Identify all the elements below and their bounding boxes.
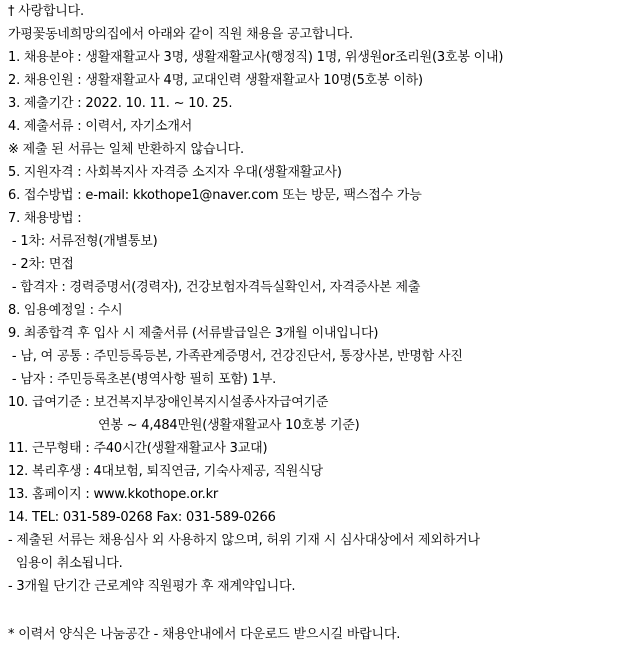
- item-12-benefits: 12. 복리후생 : 4대보험, 퇴직연금, 기숙사제공, 직원식당: [8, 464, 323, 479]
- note-false-statement: - 제출된 서류는 채용심사 외 사용하지 않으며, 허위 기재 시 심사대상에서 제외하거나: [8, 533, 480, 548]
- sub-male-documents: - 남자 : 주민등록초본(병역사항 필히 포함) 1부.: [8, 372, 277, 387]
- item-7-selection-method: 7. 채용방법 :: [8, 211, 82, 226]
- item-9-final-documents: 9. 최종합격 후 입사 시 제출서류 (서류발급일은 3개월 이내입니다): [8, 326, 379, 341]
- sub-successful-applicant: - 합격자 : 경력증명서(경력자), 건강보험자격득실확인서, 자격증사본 제출: [8, 280, 421, 295]
- item-11-work-type: 11. 근무형태 : 주40시간(생활재활교사 3교대): [8, 441, 268, 456]
- note-no-return: ※ 제출 된 서류는 일체 반환하지 않습니다.: [8, 142, 244, 157]
- note-false-statement-cont: 임용이 취소됩니다.: [8, 556, 123, 571]
- item-5-qualification: 5. 지원자격 : 사회복지사 자격증 소지자 우대(생활재활교사): [8, 165, 342, 180]
- greeting-line: † 사랑합니다.: [8, 4, 84, 19]
- item-3-submit-period: 3. 제출기간 : 2022. 10. 11. ~ 10. 25.: [8, 96, 233, 111]
- salary-annual: 연봉 ~ 4,484만원(생활재활교사 10호봉 기준): [98, 418, 360, 433]
- item-1-recruit-field: 1. 채용분야 : 생활재활교사 3명, 생활재활교사(행정직) 1명, 위생원or조리원(3호봉 이내): [8, 50, 504, 65]
- item-6-application-method: 6. 접수방법 : e-mail: kkothope1@naver.com 또는 방문, 팩스접수 가능: [8, 188, 422, 203]
- item-10-salary-standard: 10. 급여기준 : 보건복지부장애인복지시설종사자급여기준: [8, 395, 329, 410]
- sub-first-round: - 1차: 서류전형(개별통보): [8, 234, 158, 249]
- item-4-submit-documents: 4. 제출서류 : 이력서, 자기소개서: [8, 119, 193, 134]
- sub-second-round: - 2차: 면접: [8, 257, 74, 272]
- sub-common-documents: - 남, 여 공통 : 주민등록등본, 가족관계증명서, 건강진단서, 통장사본, 반명함 사진: [8, 349, 463, 364]
- item-13-homepage: 13. 홈페이지 : www.kkothope.or.kr: [8, 487, 219, 502]
- item-2-recruit-count: 2. 채용인원 : 생활재활교사 4명, 교대인력 생활재활교사 10명(5호봉 이하): [8, 73, 423, 88]
- item-8-appointment-date: 8. 임용예정일 : 수시: [8, 303, 123, 318]
- note-contract-term: - 3개월 단기간 근로계약 직원평가 후 재계약입니다.: [8, 579, 296, 594]
- note-resume-download: * 이력서 양식은 나눔공간 - 채용안내에서 다운로드 받으시길 바랍니다.: [8, 627, 401, 642]
- item-14-contact: 14. TEL: 031-589-0268 Fax: 031-589-0266: [8, 510, 276, 525]
- intro-line: 가평꽃동네희망의집에서 아래와 같이 직원 채용을 공고합니다.: [8, 27, 353, 42]
